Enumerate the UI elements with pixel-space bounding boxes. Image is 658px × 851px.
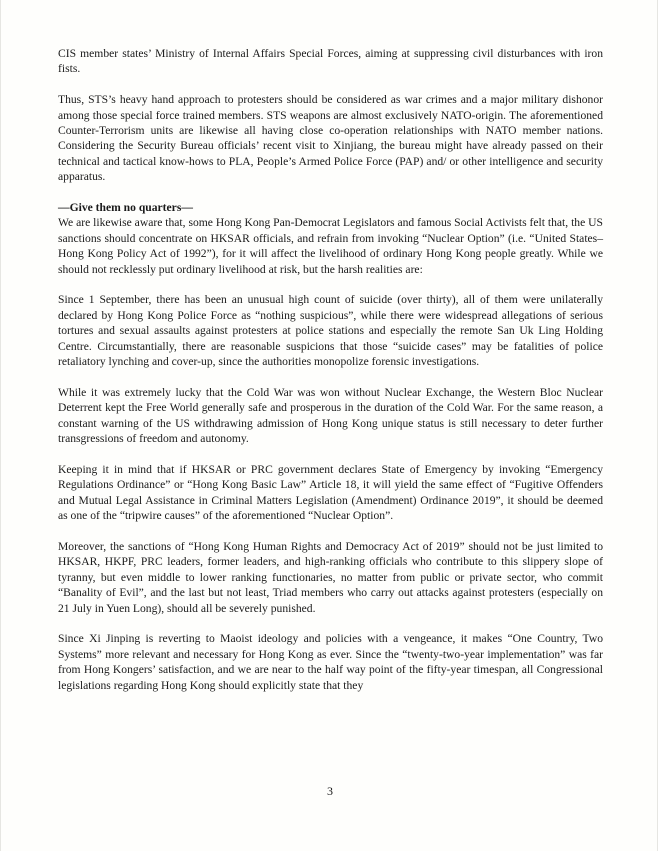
paragraph-sanctions-concern: We are likewise aware that, some Hong Kong Pan-Democrat Legislators and famous Social Activists felt that, the US sanctions should concentrate on HKSAR officials, and refrain from invoking “Nuclear Option” (i.e. “United States–Hong Kong Policy Act of 1992”), for it will affect the livelihood of ordinary Hong Kong people greatly. While we should not recklessly put ordinary livelihood at risk, but the harsh realities are: — [58, 216, 603, 276]
section-heading: —Give them no quarters— — [58, 201, 193, 215]
paragraph-state-of-emergency: Keeping it in mind that if HKSAR or PRC government declares State of Emergency by invoking “Emergency Regulations Ordinance” or “Hong Kong Basic Law” Article 18, it will yield the same effect of “Fugitive Offenders and Mutual Legal Assistance in Criminal Matters Legislation (Amendment) Ordinance 2019”, it should be deemed as one of the “tripwire causes” of the aforementioned “Nuclear Option”. — [58, 462, 603, 523]
paragraph-one-country-two-systems: Since Xi Jinping is reverting to Maoist ideology and policies with a vengeance, it makes “One Country, Two Systems” more relevant and necessary for Hong Kong as ever. Since the “twenty-two-year implementation” was far from Hong Kongers’ satisfaction, and we are near to the half way point of the fifty-year timespan, all Congressional legislations regarding Hong Kong should explicitly state that they — [58, 632, 603, 692]
document-body — [58, 46, 603, 693]
paragraph-cis-special-forces: CIS member states’ Ministry of Internal Affairs Special Forces, aiming at suppressing civil disturbances with iron fists. — [58, 47, 603, 76]
paragraph-cold-war-deterrent: While it was extremely lucky that the Cold War was won without Nuclear Exchange, the Western Bloc Nuclear Deterrent kept the Free World generally safe and prosperous in the duration of the Cold War. For the same reason, a constant warning of the US withdrawing admission of Hong Kong unique status is still necessary to deter further transgressions of freedom and autonomy. — [58, 385, 603, 446]
paragraph-suicide-cases: Since 1 September, there has been an unusual high count of suicide (over thirty), all of them were unilaterally declared by Hong Kong Police Force as “nothing suspicious”, while there were widespread allegations of serious tortures and sexual assaults against protesters at police stations and especially the remote San Uk Ling Holding Centre. Circumstantially, there are reasonable suspicions that those “suicide cases” may be fatalities of police retaliatory lynching and cover-up, since the authorities monopolize forensic investigations. — [58, 293, 603, 369]
paragraph-sanctions-scope: Moreover, the sanctions of “Hong Kong Human Rights and Democracy Act of 2019” should not be just limited to HKSAR, HKPF, PRC leaders, former leaders, and high-ranking officials who contribute to this slippery slope of tyranny, but even middle to lower ranking functionaries, no matter from public or private sector, who commit “Banality of Evil”, and the last but not least, Triad members who carry out attacks against protesters (especially on 21 July in Yuen Long), should all be severely punished. — [58, 539, 603, 615]
page-number: 3 — [327, 784, 333, 798]
paragraph-sts-war-crimes: Thus, STS’s heavy hand approach to protesters should be considered as war crimes and a major military dishonor among those special force trained members. STS weapons are almost exclusively NATO-origin. The aforementioned Counter-Terrorism units are likewise all having close co-operation relationships with NATO member nations. Considering the Security Bureau officials’ recent visit to Xinjiang, the bureau might have already passed on their technical and tactical know-hows to PLA, People’s Armed Police Force (PAP) and/ or other intelligence and security apparatus. — [58, 93, 603, 184]
